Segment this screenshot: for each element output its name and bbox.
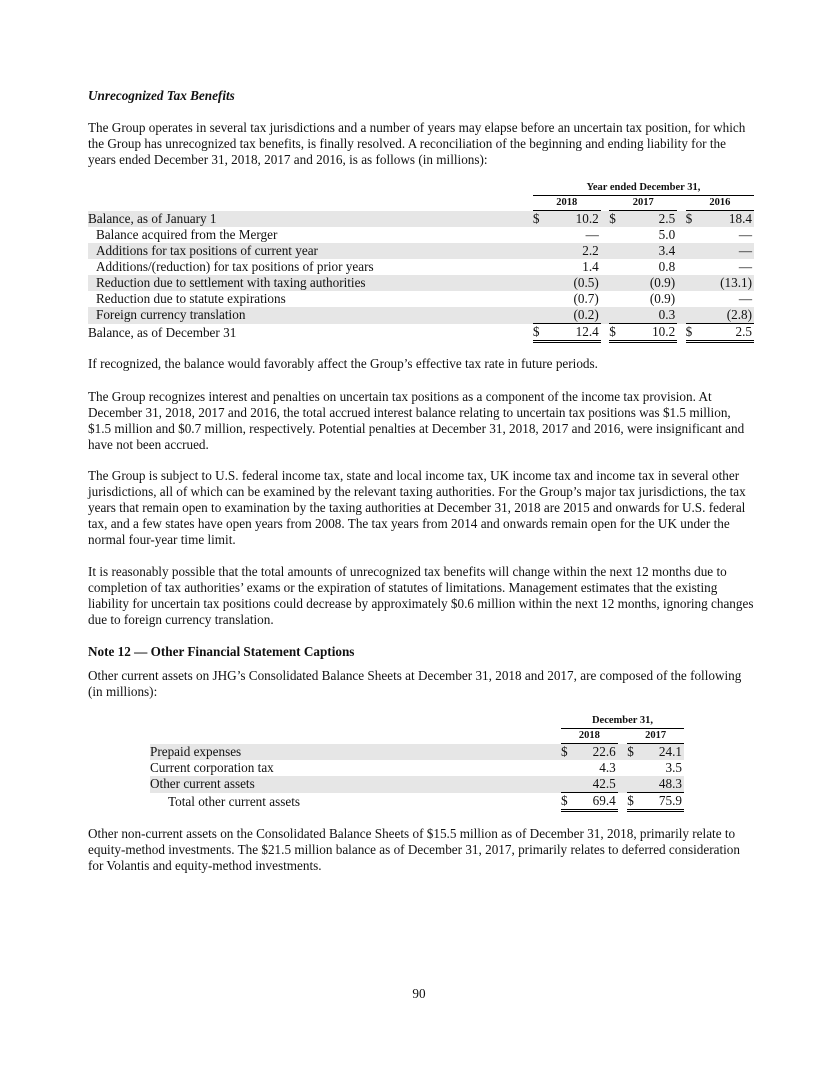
- cell-value: 2.5: [701, 324, 754, 342]
- cell-value: 69.4: [575, 793, 618, 811]
- cell-value: —: [738, 259, 752, 274]
- row-label: Additions/(reduction) for tax positions of prior years: [96, 259, 374, 274]
- cell-value: (0.5): [548, 275, 600, 291]
- cell-value: (13.1): [701, 275, 754, 291]
- row-label: Reduction due to settlement with taxing authorities: [88, 275, 533, 291]
- cell-value: 3.4: [625, 243, 677, 259]
- cell-value: 2.2: [548, 243, 600, 259]
- table-row: [88, 211, 754, 228]
- currency-symbol: $: [627, 744, 641, 761]
- section-heading-unrecognized-tax-benefits: Unrecognized Tax Benefits: [88, 88, 235, 103]
- row-label: Balance, as of December 31: [88, 324, 237, 340]
- cell-value: 22.6: [575, 744, 618, 761]
- cell-value: 4.3: [599, 760, 616, 775]
- paragraph-effective-tax-rate: If recognized, the balance would favorably affect the Group’s effective tax rate in future periods.: [88, 356, 598, 371]
- period-header: Year ended December 31,: [533, 181, 754, 196]
- cell-value: (2.8): [701, 307, 754, 324]
- year-header: 2017: [627, 729, 684, 744]
- currency-symbol: $: [533, 211, 548, 228]
- table-row-total: [150, 793, 684, 811]
- cell-value: —: [585, 227, 599, 242]
- currency-symbol: $: [686, 324, 701, 342]
- cell-value: 3.5: [665, 760, 682, 775]
- row-label: Foreign currency translation: [88, 307, 533, 324]
- currency-symbol: $: [609, 324, 624, 342]
- period-header: December 31,: [561, 714, 684, 729]
- cell-value: (0.2): [548, 307, 600, 324]
- table-row: [88, 291, 754, 307]
- year-header: 2017: [609, 196, 677, 211]
- currency-symbol: $: [561, 744, 575, 761]
- table-row: [88, 275, 754, 291]
- cell-value: 42.5: [575, 776, 618, 793]
- cell-value: 2.5: [625, 211, 677, 228]
- paragraph-interest-penalties: The Group recognizes interest and penalties on uncertain tax positions as a component of the income tax provision. At December 31, 2018, 2017 and 2016, the total accrued interest balance relating to uncertain tax positions was $1.5 million, $1.5 million and $0.7 million, respectively. Potential penalties at December 31, 2018, 2017 and 2016, were insignificant and have not been accrued.: [88, 389, 745, 452]
- paragraph-possible-changes: It is reasonably possible that the total amounts of unrecognized tax benefits will change within the next 12 months due to completion of tax authorities’ exams or the expiration of statutes of limitations. Management estimates that the existing liability for uncertain tax positions could decrease by approximately $0.6 million within the next 12 months, ignoring changes due to foreign currency translation.: [88, 564, 754, 627]
- table-row: [88, 227, 754, 243]
- row-label: Other current assets: [150, 776, 561, 793]
- paragraph-intro: The Group operates in several tax jurisdictions and a number of years may elapse before an uncertain tax position, for which the Group has unrecognized tax benefits, is finally resolved. A reconciliation of the beginning and ending liability for the years ended December 31, 2018, 2017 and 2016, is as follows (in millions):: [88, 120, 746, 167]
- row-label: Total other current assets: [168, 793, 301, 809]
- table-row: [150, 744, 684, 761]
- currency-symbol: $: [686, 211, 701, 228]
- cell-value: 10.2: [548, 211, 600, 228]
- currency-symbol: $: [609, 211, 624, 228]
- table-row: [150, 776, 684, 793]
- paragraph-non-current-assets: Other non-current assets on the Consolidated Balance Sheets of $15.5 million as of December 31, 2018, primarily relate to equity-method investments. The $21.5 million balance as of December 31, 2017, primarily relates to deferred consideration for Volantis and equity-method investments.: [88, 826, 740, 873]
- cell-value: 12.4: [548, 324, 600, 342]
- other-current-assets-table: [150, 714, 684, 812]
- cell-value: —: [701, 243, 754, 259]
- cell-value: 1.4: [582, 259, 599, 274]
- tax-benefits-reconciliation-table: [88, 181, 754, 343]
- section-heading-note-12: Note 12 — Other Financial Statement Captions: [88, 644, 355, 659]
- cell-value: —: [738, 291, 752, 306]
- year-header: 2018: [561, 729, 618, 744]
- currency-symbol: $: [627, 793, 641, 811]
- row-label: Current corporation tax: [150, 760, 274, 775]
- cell-value: (0.9): [625, 275, 677, 291]
- cell-value: 10.2: [625, 324, 677, 342]
- page-number: 90: [412, 986, 426, 1001]
- currency-symbol: $: [561, 793, 575, 811]
- table-row: [150, 760, 684, 776]
- cell-value: 18.4: [701, 211, 754, 228]
- table-row: [88, 259, 754, 275]
- cell-value: (0.9): [649, 291, 676, 306]
- paragraph-other-current-assets: Other current assets on JHG’s Consolidated Balance Sheets at December 31, 2018 and 2017, are composed of the following (in millions):: [88, 668, 742, 699]
- cell-value: 5.0: [658, 227, 676, 242]
- cell-value: 75.9: [641, 793, 684, 811]
- year-header: 2016: [686, 196, 754, 211]
- currency-symbol: $: [533, 324, 548, 342]
- row-label: Reduction due to statute expirations: [96, 291, 286, 306]
- table-row: [88, 243, 754, 259]
- row-label: Additions for tax positions of current year: [88, 243, 533, 259]
- cell-value: 48.3: [641, 776, 684, 793]
- table-row: [88, 307, 754, 324]
- row-label: Balance, as of January 1: [88, 211, 533, 228]
- cell-value: (0.7): [573, 291, 599, 306]
- row-label: Prepaid expenses: [150, 744, 561, 761]
- cell-value: —: [738, 227, 752, 242]
- cell-value: 0.8: [658, 259, 676, 274]
- year-header: 2018: [533, 196, 601, 211]
- row-label: Balance acquired from the Merger: [96, 227, 278, 242]
- cell-value: 0.3: [625, 307, 677, 324]
- paragraph-tax-jurisdictions: The Group is subject to U.S. federal income tax, state and local income tax, UK income tax and income tax in several other jurisdictions, all of which can be examined by the relevant taxing authorities. For the Group’s major tax jurisdictions, the tax years that remain open to examination by the taxing authorities at December 31, 2018 are 2015 and onwards for U.S. federal tax, and a few states have open years from 2008. The tax years from 2014 and onwards remain open for the UK under the normal four-year time limit.: [88, 468, 746, 547]
- cell-value: 24.1: [641, 744, 684, 761]
- table-row-total: [88, 324, 754, 342]
